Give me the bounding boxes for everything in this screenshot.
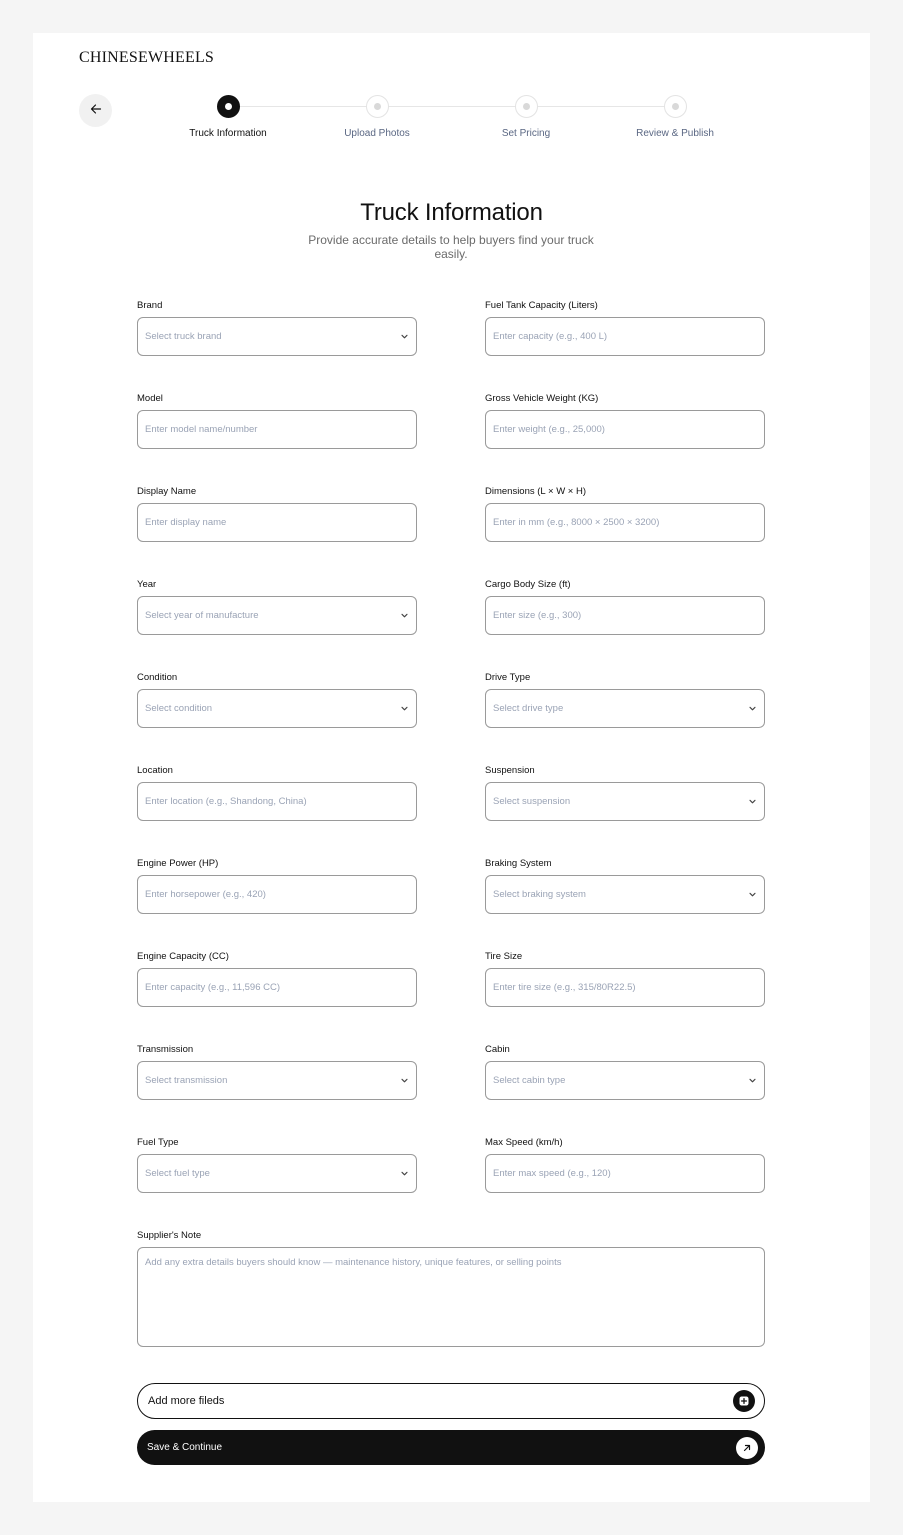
year-select[interactable] xyxy=(137,596,417,635)
field-label: Dimensions (L × W × H) xyxy=(485,486,587,497)
select-placeholder: Select condition xyxy=(145,703,213,714)
braking-system-field xyxy=(485,858,765,914)
gross-vehicle-weight-kg-input[interactable] xyxy=(493,424,757,435)
arrow-left-icon xyxy=(90,102,102,120)
gross-vehicle-weight-kg-field xyxy=(485,393,765,449)
step-label: Truck Information xyxy=(189,128,267,139)
chevron-down-icon xyxy=(748,797,757,806)
stepper-track xyxy=(228,106,674,107)
save-continue-label: Save & Continue xyxy=(147,1442,223,1453)
select-placeholder: Select suspension xyxy=(493,796,571,807)
display-name-input[interactable] xyxy=(145,517,409,528)
model-input[interactable] xyxy=(145,424,409,435)
fuel-tank-capacity-liters-input-box xyxy=(485,317,765,356)
field-label: Cargo Body Size (ft) xyxy=(485,579,571,590)
cabin-select[interactable] xyxy=(485,1061,765,1100)
back-button[interactable] xyxy=(79,94,112,127)
step-label: Upload Photos xyxy=(344,128,410,139)
field-label: Tire Size xyxy=(485,951,523,962)
fuel-tank-capacity-liters-field xyxy=(485,300,765,356)
field-label: Model xyxy=(137,393,163,404)
brand-field xyxy=(137,300,417,356)
select-placeholder: Select braking system xyxy=(493,889,586,900)
chevron-down-icon xyxy=(400,332,409,341)
field-label: Suspension xyxy=(485,765,535,776)
dimensions-l-w-h-input-box xyxy=(485,503,765,542)
field-label: Brand xyxy=(137,300,163,311)
step-review-publish[interactable] xyxy=(615,95,735,139)
page-subtitle: Provide accurate details to help buyers find your truck easily. xyxy=(308,233,594,261)
step-label: Set Pricing xyxy=(501,128,551,139)
gross-vehicle-weight-kg-input-box xyxy=(485,410,765,449)
step-indicator xyxy=(366,95,389,118)
save-continue-button[interactable] xyxy=(137,1430,765,1465)
select-placeholder: Select transmission xyxy=(145,1075,228,1086)
field-label: Cabin xyxy=(485,1044,510,1055)
field-label: Drive Type xyxy=(485,672,531,683)
braking-system-select[interactable] xyxy=(485,875,765,914)
location-input-box xyxy=(137,782,417,821)
fuel-tank-capacity-liters-input[interactable] xyxy=(493,331,757,342)
field-label: Engine Capacity (CC) xyxy=(137,951,229,962)
dimensions-l-w-h-field xyxy=(485,486,765,542)
tire-size-input-box xyxy=(485,968,765,1007)
engine-capacity-cc-input[interactable] xyxy=(145,982,409,993)
field-label: Max Speed (km/h) xyxy=(485,1137,563,1148)
field-label: Location xyxy=(137,765,173,776)
select-placeholder: Select drive type xyxy=(493,703,564,714)
step-truck-information[interactable] xyxy=(168,95,288,139)
location-input[interactable] xyxy=(145,796,409,807)
step-indicator xyxy=(515,95,538,118)
condition-field xyxy=(137,672,417,728)
page-title: Truck Information xyxy=(360,199,543,226)
tire-size-input[interactable] xyxy=(493,982,757,993)
field-label: Engine Power (HP) xyxy=(137,858,219,869)
step-indicator xyxy=(217,95,240,118)
fuel-type-field xyxy=(137,1137,417,1193)
chevron-down-icon xyxy=(400,611,409,620)
step-label: Review & Publish xyxy=(636,128,714,139)
transmission-select[interactable] xyxy=(137,1061,417,1100)
engine-power-hp-field xyxy=(137,858,417,914)
step-set-pricing[interactable] xyxy=(466,95,586,139)
field-label: Fuel Tank Capacity (Liters) xyxy=(485,300,598,311)
cargo-body-size-ft-input[interactable] xyxy=(493,610,757,621)
engine-capacity-cc-input-box xyxy=(137,968,417,1007)
suspension-select[interactable] xyxy=(485,782,765,821)
field-label: Fuel Type xyxy=(137,1137,179,1148)
chevron-down-icon xyxy=(400,1169,409,1178)
select-placeholder: Select cabin type xyxy=(493,1075,566,1086)
select-placeholder: Select fuel type xyxy=(145,1168,210,1179)
chevron-down-icon xyxy=(748,704,757,713)
year-field xyxy=(137,579,417,635)
field-label: Braking System xyxy=(485,858,552,869)
chevron-down-icon xyxy=(748,1076,757,1085)
form-card xyxy=(33,33,870,1502)
brand-select[interactable] xyxy=(137,317,417,356)
field-label: Display Name xyxy=(137,486,197,497)
add-more-fields-label: Add more fileds xyxy=(148,1395,225,1407)
select-placeholder: Select truck brand xyxy=(145,331,222,342)
max-speed-km-h-input-box xyxy=(485,1154,765,1193)
engine-capacity-cc-field xyxy=(137,951,417,1007)
engine-power-hp-input[interactable] xyxy=(145,889,409,900)
condition-select[interactable] xyxy=(137,689,417,728)
field-label: Transmission xyxy=(137,1044,194,1055)
dimensions-l-w-h-input[interactable] xyxy=(493,517,757,528)
select-placeholder: Select year of manufacture xyxy=(145,610,259,621)
drive-type-select[interactable] xyxy=(485,689,765,728)
display-name-field xyxy=(137,486,417,542)
chevron-down-icon xyxy=(400,704,409,713)
field-label: Gross Vehicle Weight (KG) xyxy=(485,393,599,404)
chevron-down-icon xyxy=(748,890,757,899)
model-field xyxy=(137,393,417,449)
model-input-box xyxy=(137,410,417,449)
display-name-input-box xyxy=(137,503,417,542)
drive-type-field xyxy=(485,672,765,728)
tire-size-field xyxy=(485,951,765,1007)
engine-power-hp-input-box xyxy=(137,875,417,914)
plus-icon xyxy=(733,1390,755,1412)
suppliers-note-textarea[interactable] xyxy=(137,1247,765,1347)
step-indicator xyxy=(664,95,687,118)
arrow-up-right-icon xyxy=(736,1437,758,1459)
suspension-field xyxy=(485,765,765,821)
fuel-type-select[interactable] xyxy=(137,1154,417,1193)
max-speed-km-h-input[interactable] xyxy=(493,1168,757,1179)
add-more-fields-button[interactable] xyxy=(137,1383,765,1419)
cargo-body-size-ft-input-box xyxy=(485,596,765,635)
step-upload-photos[interactable] xyxy=(317,95,437,139)
cabin-field xyxy=(485,1044,765,1100)
chevron-down-icon xyxy=(400,1076,409,1085)
logo: CHINESEWHEELS xyxy=(79,49,215,66)
transmission-field xyxy=(137,1044,417,1100)
field-label: Year xyxy=(137,579,157,590)
location-field xyxy=(137,765,417,821)
field-label: Supplier's Note xyxy=(137,1230,202,1241)
cargo-body-size-ft-field xyxy=(485,579,765,635)
field-label: Condition xyxy=(137,672,178,683)
max-speed-km-h-field xyxy=(485,1137,765,1193)
suppliers-note-field xyxy=(137,1230,765,1352)
